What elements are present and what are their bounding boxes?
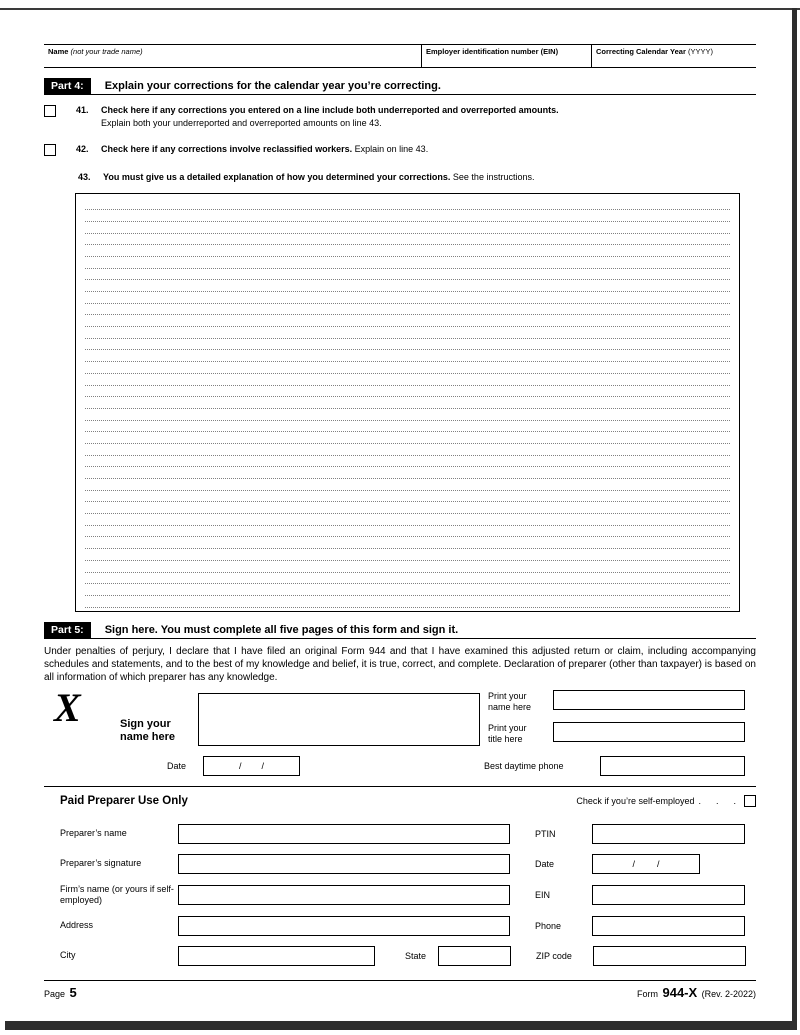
city-input[interactable] — [178, 946, 375, 966]
part4-label: Part 4: — [44, 78, 91, 94]
form-id-group — [637, 984, 756, 1002]
print-title-input[interactable] — [553, 722, 745, 742]
preparer-signature-label: Preparer’s signature — [60, 858, 142, 869]
print-name-input[interactable] — [553, 690, 745, 710]
line42-rest-text: Explain on line 43. — [354, 144, 429, 154]
writing-rule — [85, 199, 730, 211]
zip-input[interactable] — [593, 946, 746, 966]
slash-mark: / — [632, 858, 635, 869]
writing-rule — [85, 327, 730, 339]
address-input[interactable] — [178, 916, 510, 936]
firm-phone-input[interactable] — [592, 916, 745, 936]
writing-rule — [85, 514, 730, 526]
line43-rest-text: See the instructions. — [452, 172, 535, 182]
form-number: 944-X — [662, 984, 698, 1000]
print-name-label — [488, 691, 531, 713]
print-title-line1: Print your — [488, 722, 527, 733]
print-name-line2: name here — [488, 701, 532, 712]
firm-ein-label: EIN — [535, 889, 551, 900]
part4-header — [44, 78, 756, 95]
line41-checkbox[interactable] — [44, 105, 56, 117]
print-title-line2: title here — [488, 733, 523, 744]
preparer-date-label: Date — [535, 858, 555, 869]
paid-preparer-title: Paid Preparer Use Only — [60, 794, 188, 807]
writing-rule — [85, 315, 730, 327]
calendar-year-input-area[interactable] — [591, 45, 756, 67]
writing-rule — [85, 292, 730, 304]
writing-rule — [85, 386, 730, 398]
writing-rule — [85, 444, 730, 456]
writing-rule — [85, 210, 730, 222]
self-employed-label: Check if you’re self-employed — [576, 795, 695, 806]
address-label: Address — [60, 920, 94, 931]
scan-edge-top — [0, 8, 800, 10]
part4-title: Explain your corrections for the calendar year you’re correcting. — [104, 80, 441, 92]
form-word: Form — [637, 988, 659, 999]
writing-rule — [85, 549, 730, 561]
writing-rule — [85, 257, 730, 269]
part5-header — [44, 622, 756, 639]
writing-rule — [85, 432, 730, 444]
sign-here-label — [120, 718, 175, 744]
daytime-phone-label: Best daytime phone — [484, 760, 564, 771]
writing-rule — [85, 339, 730, 351]
line43-row — [44, 171, 756, 184]
slash-mark: / — [657, 858, 660, 869]
self-employed-group — [576, 795, 756, 807]
line42-bold-text: Check here if any corrections involve reclassified workers. — [101, 144, 353, 154]
writing-rule — [85, 280, 730, 292]
writing-rule — [85, 502, 730, 514]
preparer-signature-input[interactable] — [178, 854, 510, 874]
line43-bold-text: You must give us a detailed explanation of how you determined your corrections. — [103, 172, 451, 182]
form-revision: (Rev. 2-2022) — [701, 988, 756, 999]
year-hint: (YYYY) — [688, 47, 714, 56]
self-employed-checkbox[interactable] — [744, 795, 756, 807]
part5-label: Part 5: — [44, 622, 91, 638]
line42-text — [101, 143, 756, 156]
sign-date-input[interactable] — [203, 756, 300, 776]
line41-rest-text: Explain both your underreported and overreported amounts on line 43. — [101, 117, 382, 128]
firm-ein-input[interactable] — [592, 885, 745, 905]
firm-phone-label: Phone — [535, 920, 562, 931]
writing-rule — [85, 491, 730, 503]
year-label: Correcting Calendar Year — [596, 47, 686, 56]
preparer-signature-row — [44, 854, 756, 874]
line41-number: 41. — [76, 105, 89, 115]
writing-rule — [85, 269, 730, 281]
dotted-leader: . . . — [698, 795, 736, 806]
writing-rule — [85, 234, 730, 246]
address-row — [44, 916, 756, 936]
page-footer — [44, 980, 756, 1002]
writing-rule — [85, 362, 730, 374]
writing-rule — [85, 409, 730, 421]
firm-name-label: Firm’s name (or yours if self-employed) — [60, 883, 174, 905]
writing-rule — [85, 245, 730, 257]
preparer-date-input[interactable] — [592, 854, 700, 874]
ein-label: Employer identification number (EIN) — [426, 47, 559, 56]
writing-rule — [85, 596, 730, 608]
daytime-phone-input[interactable] — [600, 756, 745, 776]
writing-rule — [85, 456, 730, 468]
sign-here-line1: Sign your — [120, 717, 171, 730]
line41-text — [101, 104, 756, 129]
signature-input[interactable] — [198, 693, 480, 746]
preparer-name-input[interactable] — [178, 824, 510, 844]
print-name-line1: Print your — [488, 690, 527, 701]
name-label: Name — [48, 47, 69, 56]
preparer-name-row — [44, 824, 756, 844]
print-title-label — [488, 723, 527, 745]
writing-rule — [85, 467, 730, 479]
zip-label: ZIP code — [536, 950, 572, 961]
ptin-input[interactable] — [592, 824, 745, 844]
signature-area — [44, 684, 756, 782]
page-word: Page — [44, 988, 66, 999]
line42-row — [44, 143, 756, 156]
ptin-label: PTIN — [535, 828, 556, 839]
line42-checkbox[interactable] — [44, 144, 56, 156]
page-number: 5 — [69, 984, 77, 1000]
writing-rule — [85, 397, 730, 409]
writing-rule — [85, 421, 730, 433]
state-input[interactable] — [438, 946, 511, 966]
city-label: City — [60, 950, 76, 961]
writing-rule — [85, 350, 730, 362]
line41-row — [44, 104, 756, 129]
writing-rule — [85, 537, 730, 549]
name-hint: (not your trade name) — [70, 47, 143, 56]
line41-bold-text: Check here if any corrections you entered on a line include both underreported and overreported amounts. — [101, 105, 559, 115]
signature-x-mark: X — [54, 684, 81, 730]
sign-here-line2: name here — [120, 730, 176, 743]
writing-rule — [85, 584, 730, 596]
writing-rule — [85, 573, 730, 585]
line43-writing-area[interactable] — [75, 193, 740, 612]
line43-text — [103, 171, 756, 184]
section-divider — [44, 786, 756, 787]
line43-number: 43. — [78, 172, 91, 182]
slash-mark: / — [261, 760, 265, 771]
state-label: State — [405, 950, 427, 961]
line42-number: 42. — [76, 144, 89, 154]
firm-name-input[interactable] — [178, 885, 510, 905]
firm-name-row — [44, 884, 756, 906]
writing-rule — [85, 222, 730, 234]
sign-date-label: Date — [167, 760, 187, 771]
writing-rule — [85, 479, 730, 491]
preparer-name-label: Preparer’s name — [60, 828, 127, 839]
ein-input-area[interactable] — [421, 45, 591, 67]
perjury-declaration: Under penalties of perjury, I declare that I have filed an original Form 944 and that I have examined this adjusted return or claim, including accompanying schedules and statements, and to the best of my knowledge and belief, it is true, correct, and complete. Declaration of preparer (other than taxpayer) is based on all information of which preparer has any knowledge. — [44, 645, 756, 684]
writing-rule — [85, 374, 730, 386]
part5-title: Sign here. You must complete all five pages of this form and sign it. — [104, 623, 459, 636]
scan-edge-right — [792, 8, 797, 1027]
city-row — [44, 946, 756, 966]
writing-rule — [85, 304, 730, 316]
id-header — [44, 44, 756, 68]
writing-rule — [85, 526, 730, 538]
page-number-group — [44, 984, 77, 1002]
paid-preparer-header — [44, 795, 756, 807]
writing-rule — [85, 561, 730, 573]
slash-mark: / — [238, 760, 242, 771]
scan-edge-bottom — [5, 1021, 797, 1030]
name-input-area[interactable] — [44, 45, 421, 67]
